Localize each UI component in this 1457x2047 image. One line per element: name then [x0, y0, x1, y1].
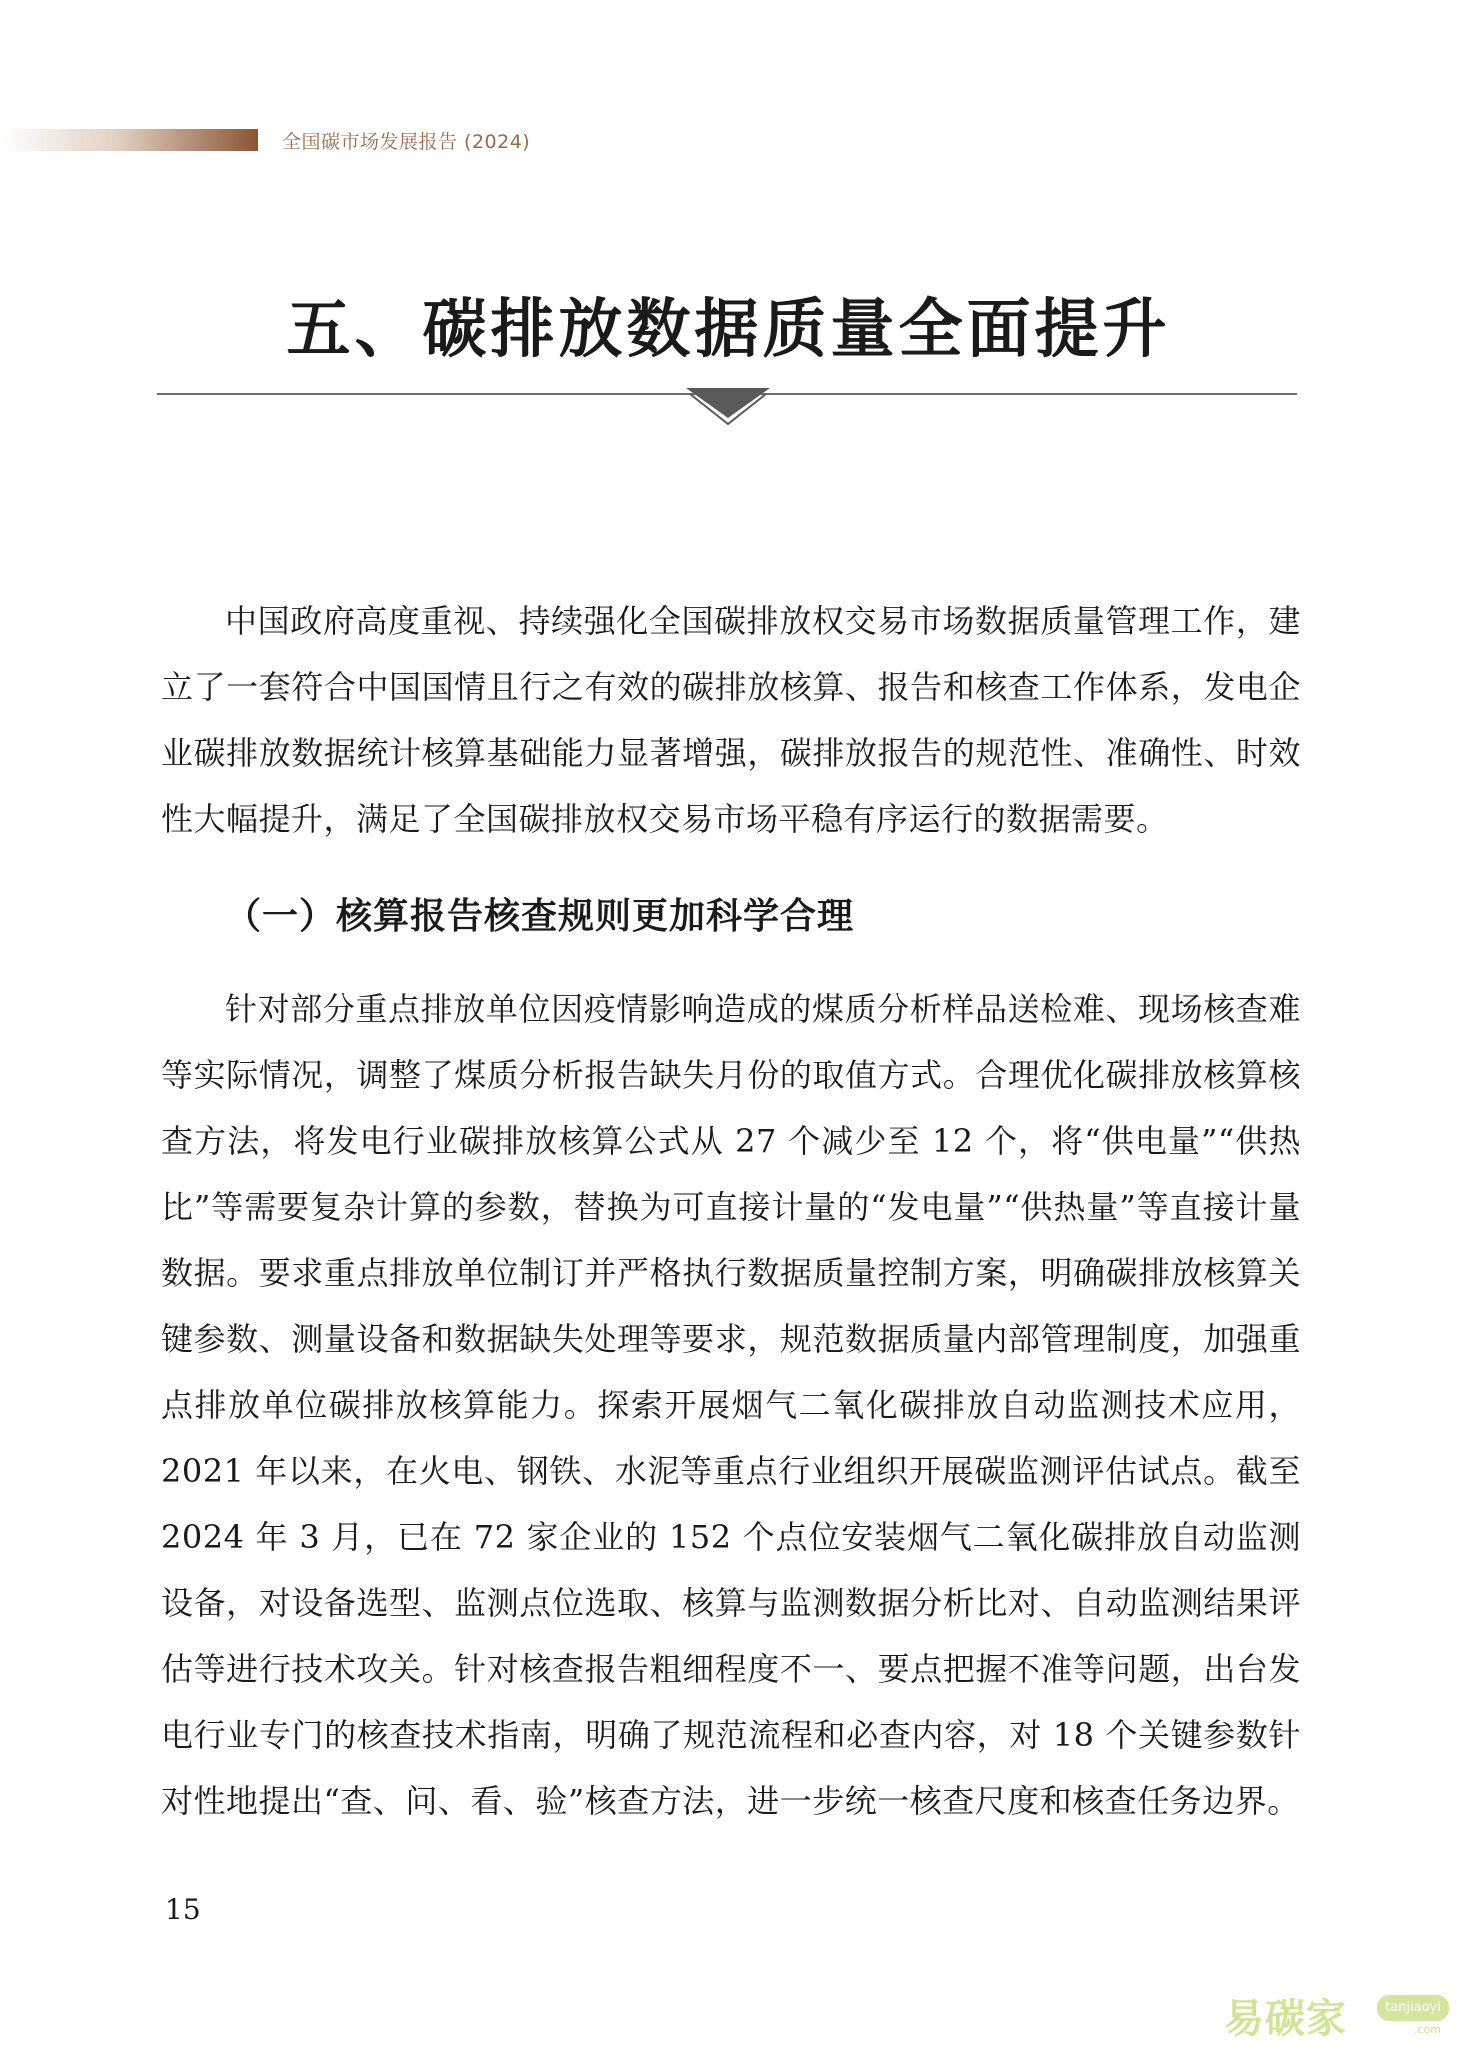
page-number: 15: [165, 1893, 201, 1926]
body-paragraph-rules: 针对部分重点排放单位因疫情影响造成的煤质分析样品送检难、现场核查难等实际情况，调整了煤质分析报告缺失月份的取值方式。合理优化碳排放核算核查方法，将发电行业碳排放核算公式从 27 个减少至 12 个，将“供电量”“供热比”等需要复杂计算的参数，替换为可直接计量的“发电量”“供热量”等直接计量数据。要求重点排放单位制订并严格执行数据质量控制方案，明确碳排放核算关键参数、测量设备和数据缺失处理等要求，规范数据质量内部管理制度，加强重点排放单位碳排放核算能力。探索开展烟气二氧化碳排放自动监测技术应用，2021 年以来，在火电、钢铁、水泥等重点行业组织开展碳监测评估试点。截至 2024 年 3 月，已在 72 家企业的 152 个点位安装烟气二氧化碳排放自动监测设备，对设备选型、监测点位选取、核算与监测数据分析比对、自动监测结果评估等进行技术攻关。针对核查报告粗细程度不一、要点把握不准等问题，出台发电行业专门的核查技术指南，明确了规范流程和必查内容，对 18 个关键参数针对性地提出“查、问、看、验”核查方法，进一步统一核查尺度和核查任务边界。: [161, 990, 1301, 1820]
body-paragraph-intro: 中国政府高度重视、持续强化全国碳排放权交易市场数据质量管理工作，建立了一套符合中国国情且行之有效的碳排放核算、报告和核查工作体系，发电企业碳排放数据统计核算基础能力显著增强，碳排放报告的规范性、准确性、时效性大幅提升，满足了全国碳排放权交易市场平稳有序运行的数据需要。: [161, 602, 1301, 838]
watermark-badge: tanjiaoyi: [1377, 1995, 1449, 2021]
section-heading: （一）核算报告核查规则更加科学合理: [225, 895, 855, 937]
watermark-logo: [1224, 1985, 1449, 2041]
chapter-title: 五、碳排放数据质量全面提升: [286, 292, 1171, 367]
watermark-domain: .com: [1414, 2023, 1441, 2036]
chevron-down-icon: [686, 388, 770, 428]
running-header-title: 全国碳市场发展报告 (2024): [282, 131, 531, 153]
header-accent-bar: [0, 129, 258, 151]
watermark-text: 易碳家: [1224, 1996, 1347, 2042]
